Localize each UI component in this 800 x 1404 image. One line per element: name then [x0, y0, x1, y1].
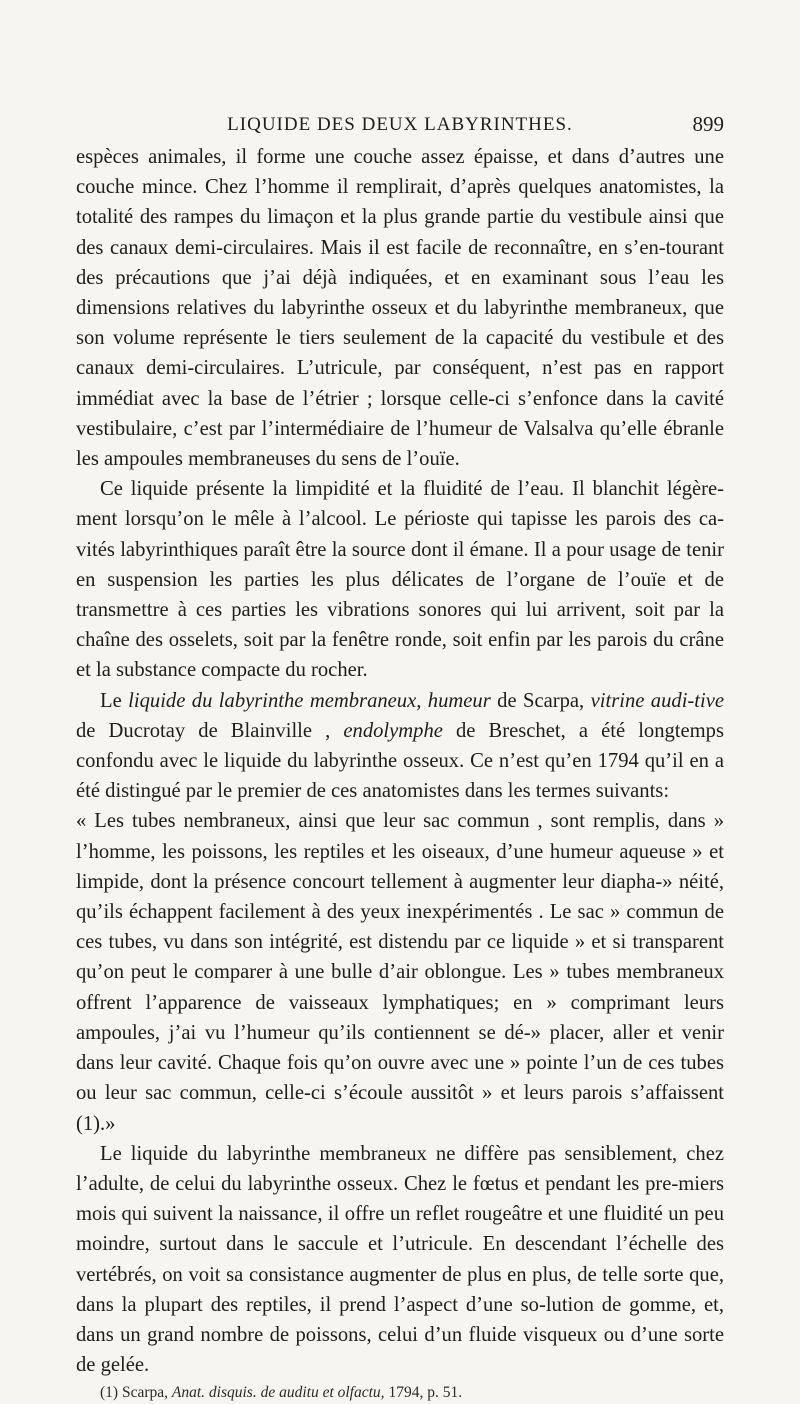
paragraph-3-text-3: de Ducrotay de Blainville ,	[76, 719, 344, 742]
footnote	[76, 1382, 724, 1404]
paragraph-4: Le liquide du labyrinthe membraneux ne diffère pas sensiblement, chez l’adulte, de celui du labyrinthe osseux. Chez le fœtus et pendant les pre-miers mois qui suivent la naissance, il offre un reflet rougeâtre et une fluidité un peu moindre, surtout dans le saccule et l’utricule. En descendant l’échelle des vertébrés, on voit sa consistance augmenter de plus en plus, de telle sorte que, dans la plupart des reptiles, il prend l’aspect d’une so-lution de gomme, et, dans un grand nombre de poissons, celui d’un fluide visqueux ou d’une sorte de gelée.	[76, 1142, 724, 1377]
page-number: 899	[692, 112, 724, 136]
footnote-title: Anat. disquis. de auditu et olfactu,	[171, 1384, 385, 1402]
running-head: LIQUIDE DES DEUX LABYRINTHES.	[227, 114, 573, 135]
paragraph-3	[76, 686, 724, 807]
paragraph-3-text-1: Le	[100, 689, 129, 712]
term-liquide-labyrinthe-membraneux: liquide du labyrinthe membraneux, humeur	[128, 689, 491, 712]
term-vitrine-auditive: vitrine audi-tive	[590, 689, 725, 712]
page-header	[76, 108, 724, 142]
footnote-marker: (1) Scarpa,	[100, 1384, 172, 1402]
paragraph-3-text-2: de Scarpa,	[490, 689, 591, 712]
paragraph-1: espèces animales, il forme une couche assez épaisse, et dans d’autres une couche mince. Chez l’homme il remplirait, d’après quelques anatomistes, la totalité des rampes du limaçon et la plus grande partie du vestibule ainsi que des canaux demi-circulaires. Mais il est facile de reconnaître, en s’en-tourant des précautions que j’ai déjà indiquées, et en examinant sous l’eau les dimensions relatives du labyrinthe osseux et du labyrinthe membraneux, que son volume représente le tiers seulement de la capacité du vestibule et des canaux demi-circulaires. L’utricule, par conséquent, n’est pas en rapport immédiat avec la base de l’étrier ; lorsque celle-ci s’enfonce dans la cavité vestibulaire, c’est par l’intermédiaire de l’humeur de Valsalva qu’elle ébranle les ampoules membraneuses du sens de l’ouïe.	[76, 146, 724, 471]
footnote-citation: 1794, p. 51.	[384, 1384, 463, 1402]
term-endolymphe: endolymphe	[343, 719, 443, 742]
book-page	[76, 108, 724, 1404]
body-text	[76, 142, 724, 1380]
scarpa-quotation: « Les tubes nembraneux, ainsi que leur sac commun , sont remplis, dans » l’homme, les poissons, les reptiles et les oiseaux, d’une humeur aqueuse » et limpide, dont la présence concourt tellement à augmenter leur diapha-» néité, qu’ils échappent facilement à des yeux inexpérimentés . Le sac » commun de ces tubes, vu dans son intégrité, est distendu par ce liquide » et si transparent qu’on peut le comparer à une bulle d’air oblongue. Les » tubes membraneux offrent l’apparence de vaisseaux lymphatiques; en » comprimant leurs ampoules, j’ai vu l’humeur qu’ils contiennent se dé-» placer, aller et venir dans leur cavité. Chaque fois qu’on ouvre avec une » pointe l’un de ces tubes ou leur sac commun, celle-ci s’écoule aussitôt » et leurs parois s’affaissent (1).»	[76, 810, 724, 1135]
paragraph-2: Ce liquide présente la limpidité et la fluidité de l’eau. Il blanchit légère-ment lorsqu’on le mêle à l’alcool. Le périoste qui tapisse les parois des ca-vités labyrinthiques paraît être la source dont il émane. Il a pour usage de tenir en suspension les parties les plus délicates de l’organe de l’ouïe et de transmettre à ces parties les vibrations sonores qui lui arrivent, soit par la chaîne des osselets, soit par la fenêtre ronde, soit enfin par les parois du crâne et la substance compacte du rocher.	[76, 478, 724, 682]
paragraph-3-text-4: de Breschet, a été longtemps confondu avec le liquide du labyrinthe osseux. Ce n’est qu’en 1794 qu’il en a été distingué par le premier de ces anatomistes dans les termes suivants:	[76, 719, 724, 803]
